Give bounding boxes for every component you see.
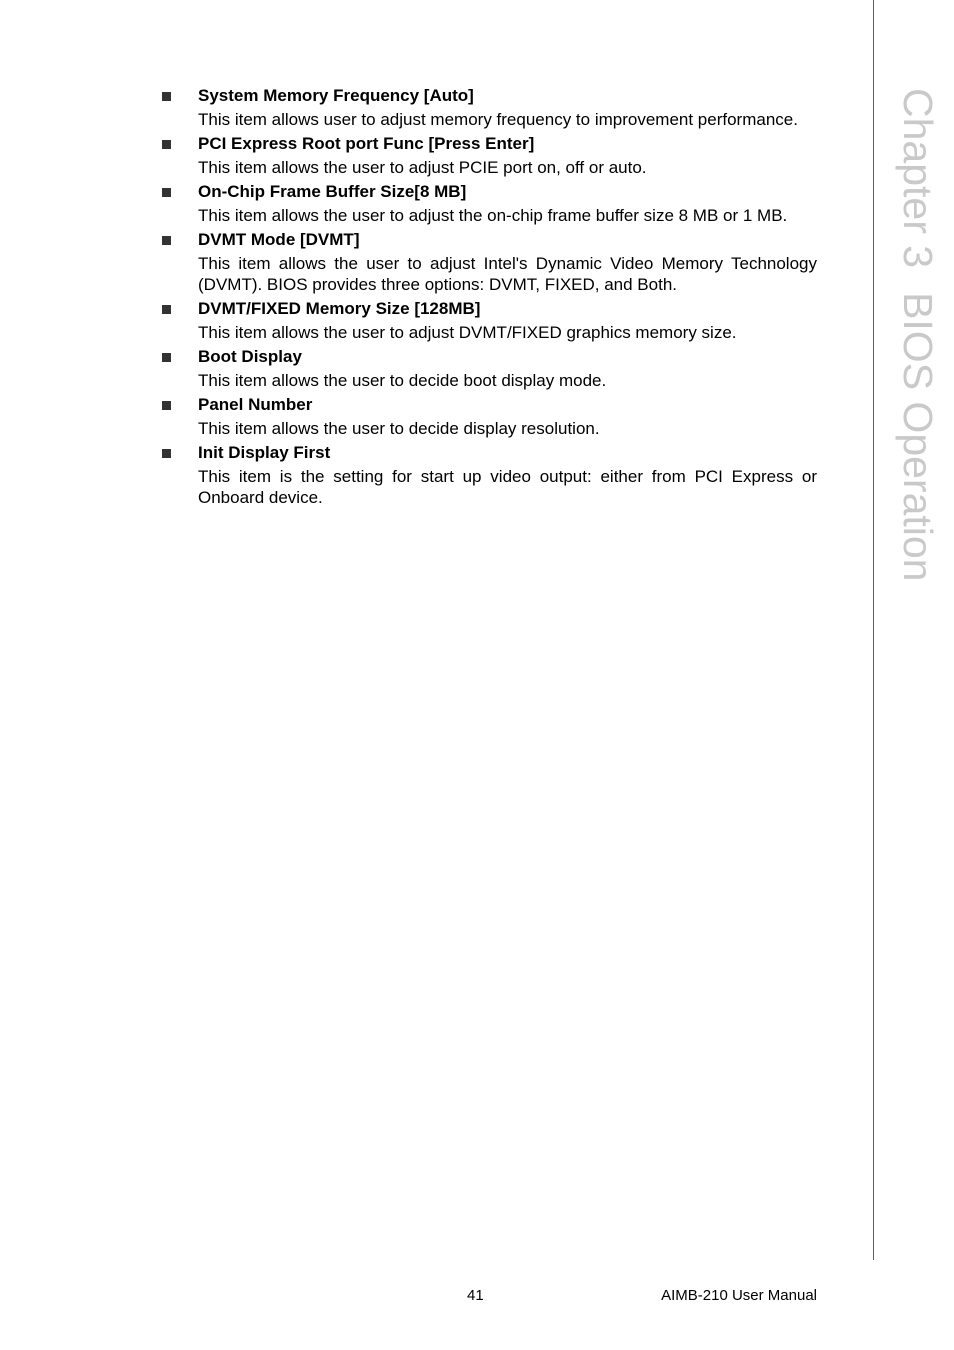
square-bullet-icon xyxy=(162,188,171,197)
item-description: This item allows the user to decide boot display mode. xyxy=(198,371,607,390)
item-title: PCI Express Root port Func [Press Enter] xyxy=(198,134,535,153)
list-item xyxy=(160,442,817,508)
page-number: 41 xyxy=(467,1287,484,1304)
list-item xyxy=(160,394,817,439)
list-item xyxy=(160,229,817,295)
item-title: DVMT Mode [DVMT] xyxy=(198,230,360,249)
square-bullet-icon xyxy=(162,92,171,101)
square-bullet-icon xyxy=(162,353,171,362)
square-bullet-icon xyxy=(162,305,171,314)
item-description: This item allows user to adjust memory frequency to improvement performance. xyxy=(198,110,798,129)
square-bullet-icon xyxy=(162,236,171,245)
list-item xyxy=(160,133,817,178)
square-bullet-icon xyxy=(162,140,171,149)
item-description: This item allows the user to adjust PCIE port on, off or auto. xyxy=(198,158,647,177)
item-title: Init Display First xyxy=(198,443,331,462)
list-item xyxy=(160,85,817,130)
list-item xyxy=(160,346,817,391)
manual-title: AIMB-210 User Manual xyxy=(661,1287,817,1304)
item-description: This item is the setting for start up video output: either from PCI Express or Onboard device. xyxy=(198,467,817,507)
item-title: On-Chip Frame Buffer Size[8 MB] xyxy=(198,182,467,201)
item-description: This item allows the user to decide display resolution. xyxy=(198,419,600,438)
item-description: This item allows the user to adjust DVMT/FIXED graphics memory size. xyxy=(198,323,737,342)
list-item xyxy=(160,298,817,343)
chapter-side-tab xyxy=(895,88,941,582)
item-description: This item allows the user to adjust the on-chip frame buffer size 8 MB or 1 MB. xyxy=(198,206,788,225)
item-title: Boot Display xyxy=(198,347,302,366)
item-description: This item allows the user to adjust Intel's Dynamic Video Memory Technology (DVMT). BIOS provides three options: DVMT, FIXED, and Both. xyxy=(198,254,817,294)
item-title: DVMT/FIXED Memory Size [128MB] xyxy=(198,299,481,318)
item-title: Panel Number xyxy=(198,395,313,414)
square-bullet-icon xyxy=(162,401,171,410)
item-title: System Memory Frequency [Auto] xyxy=(198,86,474,105)
chapter-label: Chapter 3 xyxy=(895,88,941,269)
square-bullet-icon xyxy=(162,449,171,458)
chapter-side-rule xyxy=(873,0,874,1260)
list-item xyxy=(160,181,817,226)
section-label: BIOS Operation xyxy=(895,292,941,582)
bios-item-list xyxy=(160,85,817,511)
